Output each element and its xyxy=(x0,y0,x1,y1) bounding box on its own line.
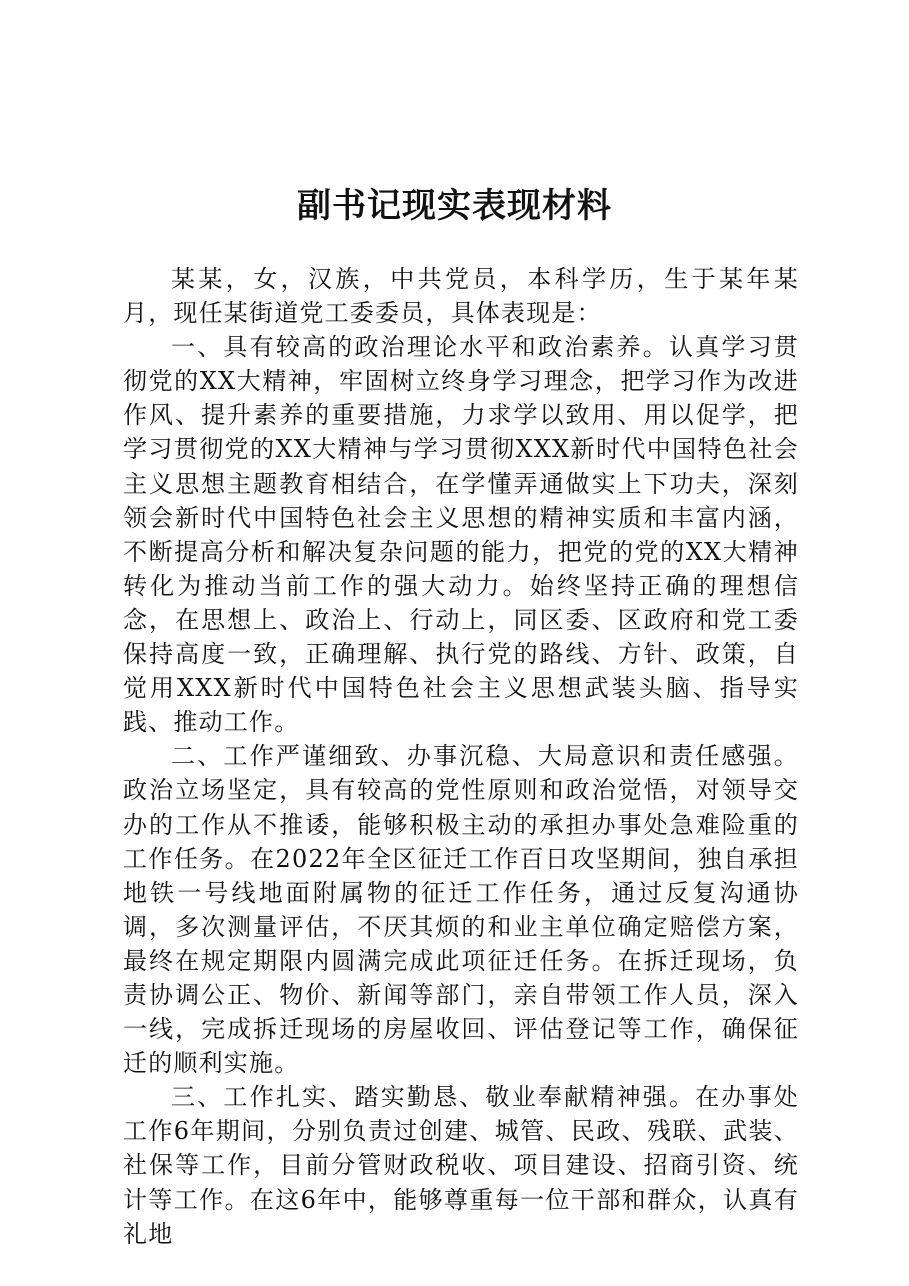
paragraph-intro: 某某，女，汉族，中共党员，本科学历，生于某年某月，现任某街道党工委委员，具体表现是： xyxy=(123,265,799,328)
paragraph-section-1: 一、具有较高的政治理论水平和政治素养。认真学习贯彻党的XX大精神，牢固树立终身学习理念，把学习作为改进作风、提升素养的重要措施，力求学以致用、用以促学，把学习贯彻党的XX大精神与学习贯彻XXX新时代中国特色社会主义思想主题教育相结合，在学懂弄通做实上下功夫，深刻领会新时代中国特色社会主义思想的精神实质和丰富内涵，不断提高分析和解决复杂问题的能力，把党的党的XX大精神转化为推动当前工作的强大动力。始终坚持正确的理想信念，在思想上、政治上、行动上，同区委、区政府和党工委保持高度一致，正确理解、执行党的路线、方针、政策，自觉用XXX新时代中国特色社会主义思想武装头脑、指导实践、推动工作。 xyxy=(123,333,799,737)
paragraph-section-2: 二、工作严谨细致、办事沉稳、大局意识和责任感强。政治立场坚定，具有较高的党性原则和政治觉悟，对领导交办的工作从不推诿，能够积极主动的承担办事处急难险重的工作任务。在2022年全区征迁工作百日攻坚期间，独自承担地铁一号线地面附属物的征迁工作任务，通过反复沟通协调，多次测量评估，不厌其烦的和业主单位确定赔偿方案，最终在规定期限内圆满完成此项征迁任务。在拆迁现场，负责协调公正、物价、新闻等部门，亲自带领工作人员，深入一线，完成拆迁现场的房屋收回、评估登记等工作，确保征迁的顺利实施。 xyxy=(123,742,799,1078)
document-title: 副书记现实表现材料 xyxy=(297,186,612,226)
paragraph-section-3: 三、工作扎实、踏实勤恳、敬业奉献精神强。在办事处工作6年期间，分别负责过创建、城管、民政、残联、武装、社保等工作，目前分管财政税收、项目建设、招商引资、统计等工作。在这6年中，能够尊重每一位干部和群众，认真有礼地 xyxy=(123,1083,799,1248)
document-body xyxy=(123,262,799,1251)
